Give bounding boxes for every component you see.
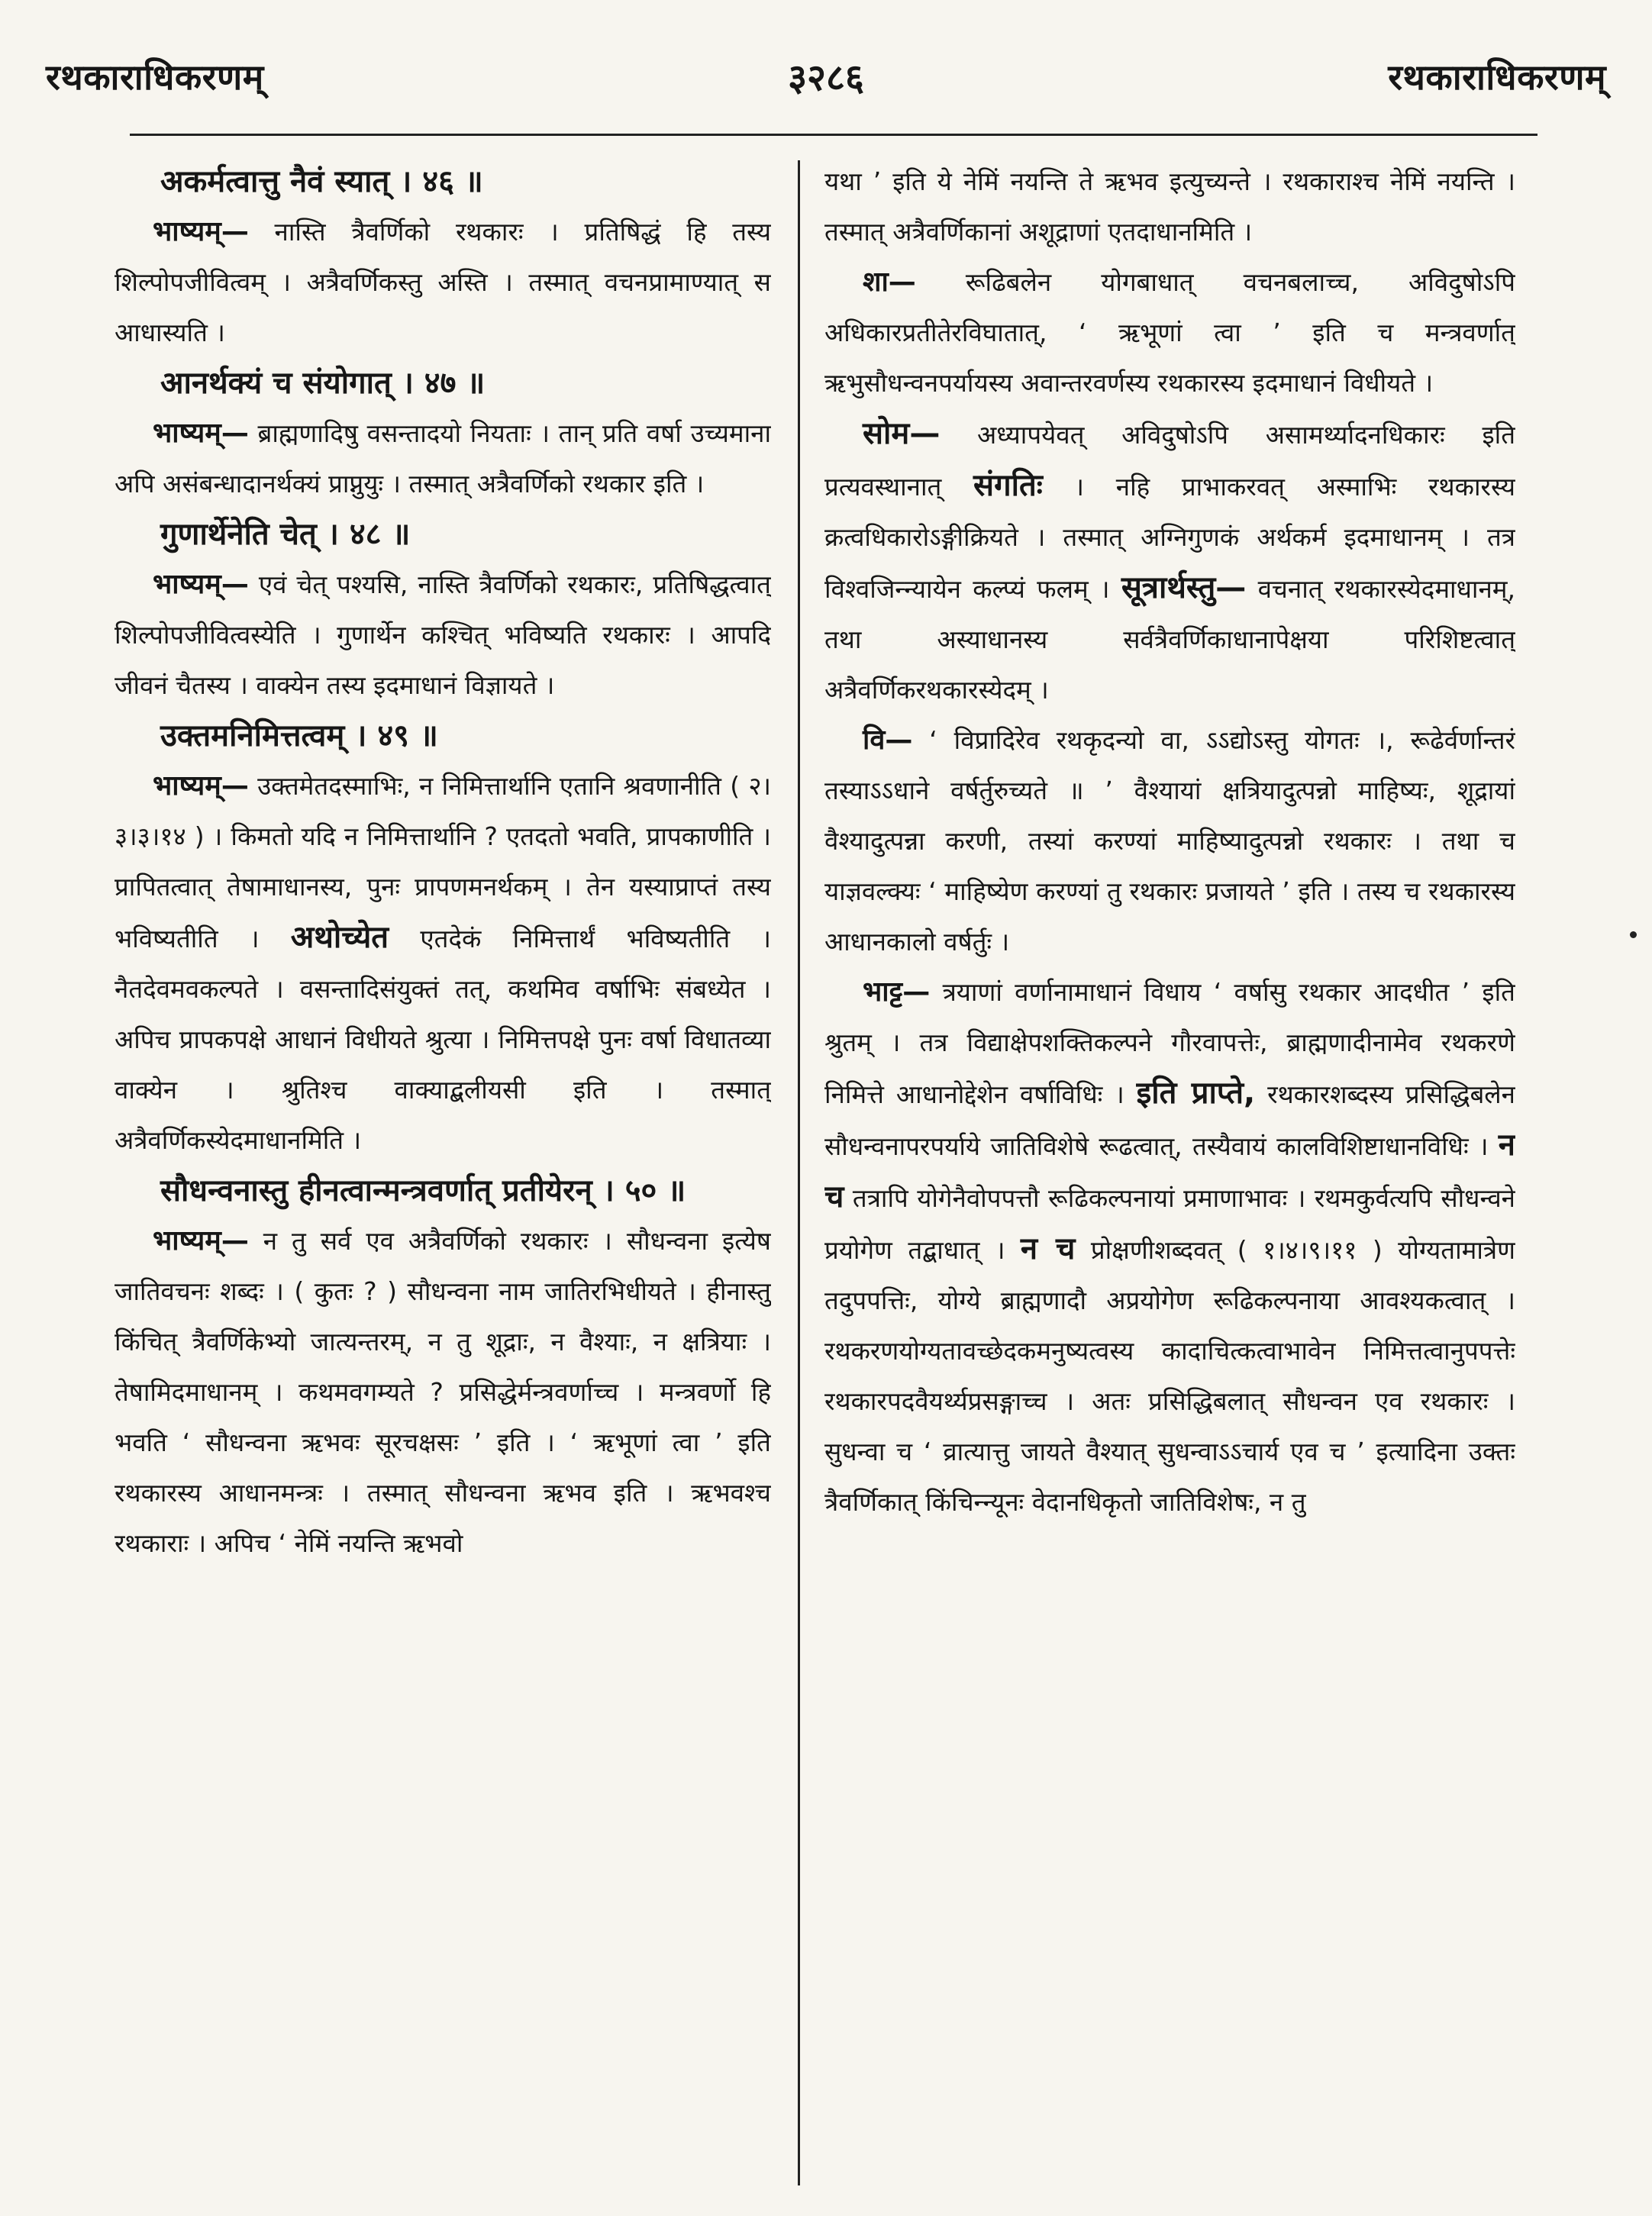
bhashya-label: भाष्यम्— (153, 216, 249, 247)
continued-paragraph: यथा ’ इति ये नेमिं नयन्ति ते ऋभव इत्युच्यन्ते । रथकाराश्च नेमिं नयन्ति । तस्मात् अत्रैवर्णिकानां अशूद्राणां एतदाधानमिति । (824, 166, 1515, 247)
bhashya-text: उक्तमेतदस्माभिः, न निमित्तार्थानि एतानि श्रवणानीति ( २।३।३।१४ ) । किमतो यदि न निमित्तार्थानि ? एतदतो भवति, प्रापकाणीति । प्रापितत्वात् तेषामाधानस्य, पुनः प्रापणमनर्थकम् । तेन यस्याप्राप्तं तस्य भविष्यतीति । (115, 771, 771, 953)
commentary-label: भाट्ट— (863, 976, 931, 1008)
bold-phrase: न च (1020, 1231, 1076, 1266)
commentary-text: । नहि प्राभाकरवत् अस्माभिः रथकारस्य क्रत्वधिकारोऽङ्गीक्रियते । तस्मात् अग्निगुणकं अर्थकर्म इदमाधानम् । तत्र विश्वजिन्न्यायेन कल्प्यं फलम् । (824, 472, 1515, 604)
header-rule (130, 134, 1537, 136)
bold-phrase: इति प्राप्ते, (1136, 1076, 1256, 1111)
column-divider (798, 160, 800, 2185)
bhashya-text: नास्ति त्रैवर्णिको रथकारः । प्रतिषिद्धं हि तस्य शिल्पोपजीवित्वम् । अत्रैवर्णिकस्तु अस्ति । तस्मात् वचनप्रामाण्यात् स आधास्यति । (115, 217, 771, 347)
bhashya-label: भाष्यम्— (153, 569, 249, 600)
commentary-text: रथकारशब्दस्य प्रसिद्धिबलेन सौधन्वनापरपर्याये जातिविशेषे रूढत्वात्, तस्यैवायं कालविशिष्टाधानविधिः । (824, 1079, 1515, 1161)
commentary-text: त्रयाणां वर्णानामाधानं विधाय ‘ वर्षासु रथकार आदधीत ’ इति श्रुतम् । तत्र विद्याक्षेपशक्तिकल्पने गौरवापत्तेः, ब्राह्मणादीनामेव रथकरणे निमित्ते आधानोद्देशेन वर्षाविधिः । (824, 977, 1515, 1109)
commentary-vi (824, 715, 1515, 967)
header-left-title: रथकाराधिकरणम् (46, 56, 264, 98)
commentary-text: वचनात् रथकारस्येदमाधानम्, तथा अस्याधानस्य सर्वत्रैवर्णिकाधानापेक्षया परिशिष्टत्वात् अत्रैवर्णिकरथकारस्येदम् । (824, 574, 1515, 705)
commentary-text: अध्यापयेवत् अविदुषोऽपि असामर्थ्यादनधिकारः इति प्रत्यवस्थानात् (824, 420, 1515, 502)
commentary-text: प्रोक्षणीशब्दवत् ( १।४।९।११ ) योग्यतामात्रेण तदुपपत्तिः, योग्ये ब्राह्मणादौ अप्रयोगेण रूढिकल्पनाया आवश्यकत्वात् । रथकरणयोग्यतावच्छेदकमनुष्यत्वस्य कादाचित्कत्वाभावेन निमित्तत्वानुपपत्तेः रथकारपदवैयर्थ्यप्रसङ्गाच्च । अतः प्रसिद्धिबलात् सौधन्वन एव रथकारः । सुधन्वा च ‘ व्रात्यात्तु जायते वैश्यात् सुधन्वाऽऽचार्य एव च ’ इत्यादिना उक्तः त्रैवर्णिकात् किंचिन्न्यूनः वेदानधिकृतो जातिविशेषः, न तु (824, 1235, 1515, 1517)
commentary-sha (824, 257, 1515, 408)
right-column (824, 156, 1515, 2185)
bhashya-46 (115, 207, 771, 358)
commentary-text: तत्रापि योगेनैवोपपत्तौ रूढिकल्पनायां प्रमाणाभावः । रथमकुर्वत्यपि सौधन्वने प्रयोगेण तद्बाधात् । (824, 1183, 1515, 1265)
bhashya-label: भाष्यम्— (153, 418, 249, 449)
bhashya-text: एवं चेत् पश्यसि, नास्ति त्रैवर्णिको रथकारः, प्रतिषिद्धत्वात् शिल्पोपजीवित्वस्येति । गुणार्थेन कश्चित् भविष्यति रथकारः । आपदि जीवनं चैतस्य । वाक्येन तस्य इदमाधानं विज्ञायते । (115, 569, 771, 700)
bhashya-text: न तु सर्व एव अत्रैवर्णिको रथकारः । सौधन्वना इत्येष जातिवचनः शब्दः । ( कुतः ? ) सौधन्वना नाम जातिरभिधीयते । हीनास्तु किंचित् त्रैवर्णिकेभ्यो जात्यन्तरम्, न तु शूद्राः, न वैश्याः, न क्षत्रियाः । तेषामिदमाधानम् । कथमवगम्यते ? प्रसिद्धेर्मन्त्रवर्णाच्च । मन्त्रवर्णो हि भवति ‘ सौधन्वना ऋभवः सूरचक्षसः ’ इति । ‘ ऋभूणां त्वा ’ इति रथकारस्य आधानमन्त्रः । तस्मात् सौधन्वना ऋभव इति । ऋभवश्च रथकाराः । अपिच ‘ नेमिं नयन्ति ऋभवो (115, 1226, 771, 1558)
bhashya-50 (115, 1216, 771, 1569)
bhashya-49 (115, 761, 771, 1166)
bold-phrase: सूत्रार्थस्तु— (1121, 570, 1247, 605)
bold-phrase: संगतिः (973, 468, 1043, 503)
commentary-text: ‘ विप्रादिरेव रथकृदन्यो वा, ऽऽद्योऽस्तु योगतः ।, रूढेर्वर्णान्तरं तस्याऽऽधाने वर्षर्तुरुच्यते ॥ ’ वैश्यायां क्षत्रियादुत्पन्नो माहिष्यः, शूद्रायां वैश्यादुत्पन्ना करणी, तस्यां करण्यां माहिष्यादुत्पन्नो रथकारः । तथा च याज्ञवल्क्यः ‘ माहिष्येण करण्यां तु रथकारः प्रजायते ’ इति । तस्य च रथकारस्य आधानकालो वर्षर्तुः । (824, 725, 1515, 956)
page-number: ३२८६ (788, 56, 864, 99)
commentary-soma (824, 408, 1515, 715)
sutra-48: गुणार्थेनेति चेत् । ४८ ॥ (160, 517, 411, 552)
sutra-47: आनर्थक्यं च संयोगात् । ४७ ॥ (160, 366, 486, 401)
commentary-label: वि— (863, 724, 913, 756)
bhashya-text: ब्राह्मणादिषु वसन्तादयो नियताः । तान् प्रति वर्षा उच्यमाना अपि असंबन्धादानर्थक्यं प्राप्नुयुः । तस्मात् अत्रैवर्णिको रथकार इति । (115, 418, 771, 498)
commentary-text: रूढिबलेन योगबाधात् वचनबलाच्च, अविदुषोऽपि अधिकारप्रतीतेरविघातात्, ‘ ऋभूणां त्वा ’ इति च मन्त्रवर्णात् ऋभुसौधन्वनपर्यायस्य अवान्तरवर्णस्य रथकारस्य इदमाधानं विधीयते । (824, 267, 1515, 398)
bhashya-text: एतदेकं निमित्तार्थं भविष्यतीति । नैतदेवमवकल्पते । वसन्तादिसंयुक्तं तत्, कथमिव वर्षाभिः संबध्येत । अपिच प्रापकपक्षे आधानं विधीयते श्रुत्या । निमित्तपक्षे पुनः वर्षा विधातव्या वाक्येन । श्रुतिश्च वाक्याद्बलीयसी इति । तस्मात् अत्रैवर्णिकस्येदमाधानमिति । (115, 924, 771, 1155)
left-column (115, 156, 771, 2185)
margin-dot (1630, 931, 1637, 938)
bhashya-47 (115, 408, 771, 509)
page-header (46, 42, 1606, 111)
sutra-49: उक्तमनिमित्तत्वम् । ४९ ॥ (160, 718, 438, 753)
sutra-46: अकर्मत्वात्तु नैवं स्यात् । ४६ ॥ (160, 164, 483, 199)
commentary-bhatta (824, 967, 1515, 1527)
bold-phrase: न च (824, 1127, 1515, 1214)
bhashya-label: भाष्यम्— (153, 1225, 249, 1256)
sutra-50: सौधन्वनास्तु हीनत्वान्मन्त्रवर्णात् प्रतीयेरन् । ५० ॥ (160, 1173, 686, 1208)
bhashya-48 (115, 560, 771, 711)
commentary-label: शा— (863, 266, 916, 298)
commentary-label: सोम— (863, 416, 941, 451)
header-right-title: रथकाराधिकरणम् (1388, 56, 1606, 98)
bold-phrase: अथोच्येत (290, 920, 389, 955)
bhashya-label: भाष्यम्— (153, 770, 249, 802)
